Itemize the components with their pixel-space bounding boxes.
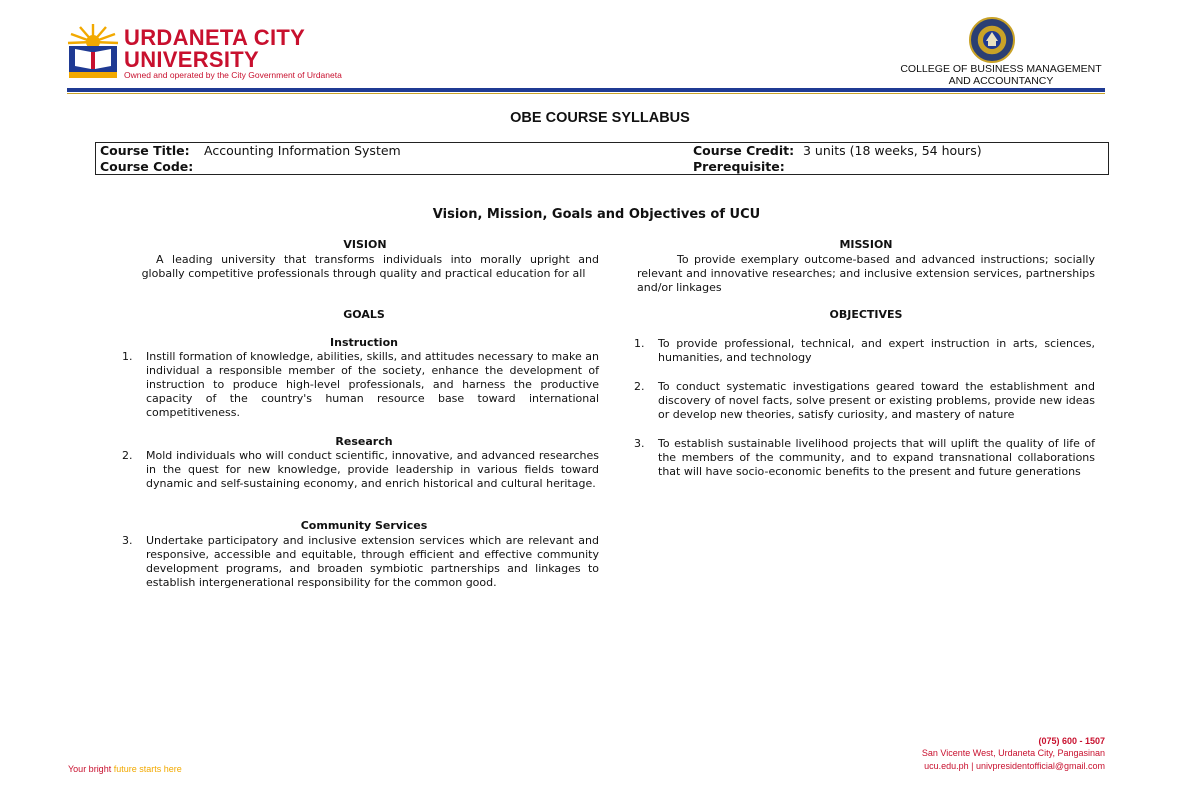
course-code-label: Course Code:: [100, 159, 194, 174]
university-tagline: Owned and operated by the City Government of Urdaneta: [124, 70, 342, 80]
document-title: OBE COURSE SYLLABUS: [510, 110, 690, 126]
university-name-line2: UNIVERSITY: [124, 47, 260, 72]
course-credit-label: Course Credit:: [693, 143, 795, 158]
objectives-heading: OBJECTIVES: [829, 308, 903, 321]
college-seal: [969, 17, 1015, 63]
footer-web-email: ucu.edu.ph | univpresidentofficial@gmail.com: [924, 761, 1105, 771]
prerequisite-label: Prerequisite:: [693, 159, 785, 174]
header-rule-accent: [67, 93, 1105, 94]
vision-heading: VISION: [343, 238, 387, 251]
objective-number-3: 3.: [634, 437, 645, 450]
goal-heading-community-services: Community Services: [300, 519, 428, 532]
goals-heading: GOALS: [343, 308, 385, 321]
course-info-table: [95, 142, 1109, 175]
university-logo: [66, 22, 120, 78]
goal-text-2: Mold individuals who will conduct scientific, innovative, and advanced researches in the quest for new knowledge, provide leadership in various fields toward dynamic and self-sustaining economy, and enrich historical and cultural heritage.: [146, 449, 599, 490]
university-name-line1: URDANETA CITY: [124, 25, 306, 50]
goal-number-1: 1.: [122, 350, 133, 363]
header-rule: [67, 88, 1105, 92]
footer-slogan-part1: Your bright: [68, 764, 112, 774]
course-title-value: Accounting Information System: [204, 143, 401, 158]
college-name-line1: COLLEGE OF BUSINESS MANAGEMENT: [900, 63, 1102, 75]
footer-slogan: [68, 764, 182, 774]
vmgo-title: Vision, Mission, Goals and Objectives of UCU: [432, 207, 761, 222]
objective-number-2: 2.: [634, 380, 645, 393]
vision-text: A leading university that transforms individuals into morally upright and globally competitive professionals through quality and practical education for all: [141, 253, 599, 280]
objective-text-3: To establish sustainable livelihood projects that will uplift the quality of life of the members of the community, and to expand transnational collaborations that will have socio-economic benefits to the present and future generations: [658, 437, 1095, 478]
mission-text: To provide exemplary outcome-based and advanced instructions; socially relevant and innovative researches; and inclusive extension services, partnerships and/or linkages: [637, 253, 1095, 294]
objective-number-1: 1.: [634, 337, 645, 350]
course-title-label: Course Title:: [100, 143, 190, 158]
objective-text-2: To conduct systematic investigations geared toward the establishment and discovery of novel facts, solve present or existing problems, provide new ideas or develop new theories, satisfy curiosity, and mastery of nature: [658, 380, 1095, 421]
goal-heading-instruction: Instruction: [330, 336, 398, 349]
objective-text-1: To provide professional, technical, and expert instruction in arts, sciences, humanities, and technology: [658, 337, 1095, 364]
goal-text-1: Instill formation of knowledge, abilities, skills, and attitudes necessary to make an individual a responsible member of the society, enhance the development of instruction to produce high-level professionals, and harness the productive capacity of the country's human resource base toward international competitiveness.: [146, 350, 599, 419]
college-name: [880, 63, 1122, 87]
mission-heading: MISSION: [839, 238, 893, 251]
footer-phone: (075) 600 - 1507: [1038, 736, 1105, 746]
footer-slogan-part2: future starts here: [111, 764, 182, 774]
goal-text-3: Undertake participatory and inclusive extension services which are relevant and responsive, accessible and equitable, through efficient and effective community development programs, and broaden symbiotic partnerships and linkages to establish intergenerational responsibility for the common good.: [146, 534, 599, 589]
college-name-line2: AND ACCOUNTANCY: [948, 75, 1054, 87]
goal-number-2: 2.: [122, 449, 133, 462]
goal-heading-research: Research: [335, 435, 393, 448]
course-credit-value: 3 units (18 weeks, 54 hours): [803, 143, 982, 158]
footer-address: San Vicente West, Urdaneta City, Pangasinan: [921, 748, 1105, 758]
goal-number-3: 3.: [122, 534, 133, 547]
